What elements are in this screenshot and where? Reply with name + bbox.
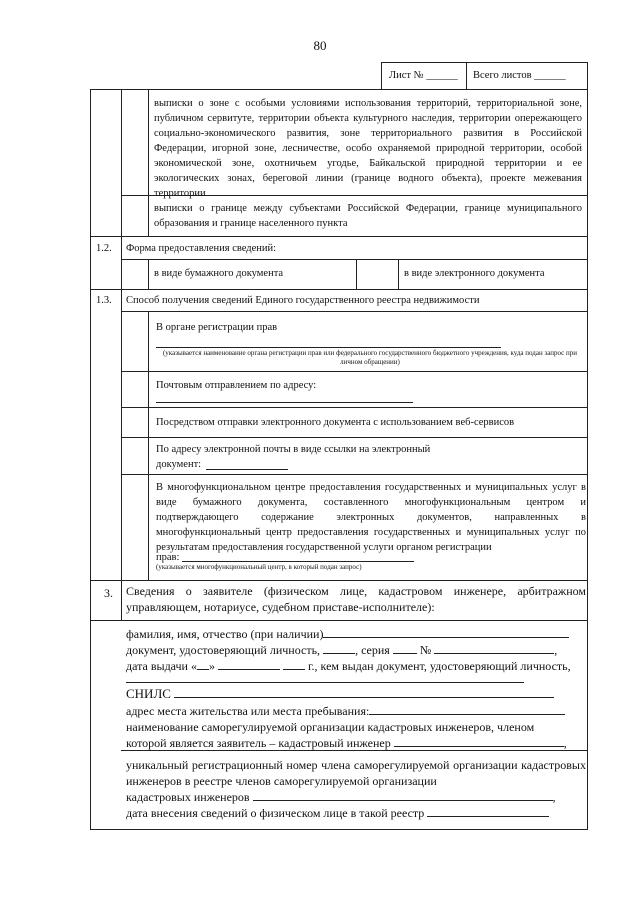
sro-member-row: которой является заявитель – кадастровый инженер , bbox=[126, 736, 567, 750]
paper-form-option[interactable]: в виде бумажного документа bbox=[154, 268, 284, 279]
unique-number-input[interactable] bbox=[253, 789, 553, 801]
reg-office-option[interactable]: В органе регистрации прав bbox=[156, 322, 278, 333]
border-extract-text: выписки о границе между субъектами Российской Федерации, границе муниципального образования и границе населенного пункта bbox=[154, 203, 582, 229]
fio-label: фамилия, имя, отчество (при наличии) bbox=[126, 627, 324, 641]
id-doc-row: документ, удостоверяющий личность, , серия № , bbox=[126, 643, 558, 657]
series-label: , серия bbox=[355, 643, 390, 657]
section-1-3-number: 1.3. bbox=[96, 295, 112, 306]
section-3-number: 3. bbox=[104, 586, 113, 600]
section-1-2-title: Форма предоставления сведений: bbox=[126, 243, 277, 254]
section-1-3-title: Способ получения сведений Единого государственного реестра недвижимости bbox=[126, 295, 480, 306]
issue-row bbox=[126, 658, 588, 674]
zones-extract-text: выписки о зоне с особыми условиями использования территорий, территориальной зоне, публичном сервитуте, территории объекта культурного наследия, территории опережающего социально-экономического развития, зоне территориального развития в Российской Федерации, игорной зоне, лесничестве, особо охраняемой природной территории, особой экономической зоне, охотничьем угодье, Байкальской природной территории и ее экологических зонах, береговой линии (границе водного объекта), проекте межевания территории bbox=[154, 98, 582, 199]
fio-input[interactable] bbox=[323, 626, 569, 638]
reg-date-label: дата внесения сведений о физическом лице в такой реестр bbox=[126, 806, 425, 820]
number-label: № bbox=[419, 643, 432, 657]
unique-number-label: уникальный регистрационный номер члена саморегулируемой организации кадастровых инженеров в реестре членов саморегулируемой организации bbox=[126, 758, 586, 788]
page-number: 80 bbox=[313, 38, 327, 53]
address-row bbox=[126, 703, 588, 719]
number-input[interactable] bbox=[434, 642, 554, 654]
section-1-2-number: 1.2. bbox=[96, 243, 112, 254]
fio-row bbox=[126, 626, 588, 642]
sro-input[interactable] bbox=[394, 735, 564, 747]
electronic-form-option[interactable]: в виде электронного документа bbox=[404, 268, 545, 279]
reg-office-note: (указывается наименование органа регистрации прав или федерального государственного бюджетного учреждения, куда подан запрос при личном обращении) bbox=[162, 349, 578, 366]
id-doc-input[interactable] bbox=[323, 642, 355, 654]
series-input[interactable] bbox=[393, 642, 417, 654]
snils-input[interactable] bbox=[174, 686, 554, 698]
snils-label: СНИЛС bbox=[126, 686, 171, 701]
email-doc-label: документ: bbox=[156, 459, 202, 470]
issued-by-label: г., кем выдан документ, удостоверяющий личность, bbox=[307, 659, 571, 673]
issue-year-input[interactable] bbox=[283, 658, 305, 670]
address-label: адрес места жительства или места пребывания: bbox=[126, 704, 370, 718]
mfc-prav-label: прав: bbox=[156, 552, 180, 563]
sro-label: наименование саморегулируемой организации кадастровых инженеров, членом bbox=[126, 720, 535, 734]
reg-date-row bbox=[126, 805, 588, 821]
unique-number-end: кадастровых инженеров bbox=[126, 790, 250, 804]
issue-date-mid: » bbox=[208, 659, 215, 673]
mfc-option[interactable]: В многофункциональном центре предоставления государственных и муниципальных услуг в виде бумажного документа, составленного многофункциональным центром и подтверждающего содержание электронных документов, направленных в многофункциональный центр предоставления государственных и муниципальных услуг по результатам предоставления государственной услуги органом регистрации bbox=[156, 482, 586, 553]
address-input[interactable] bbox=[369, 703, 565, 715]
id-doc-label: документ, удостоверяющий личность, bbox=[126, 643, 321, 657]
unique-number-row: кадастровых инженеров , bbox=[126, 790, 556, 804]
email-option[interactable]: По адресу электронной почты в виде ссылки на электронный bbox=[156, 444, 431, 455]
section-3-title: Сведения о заявителе (физическом лице, кадастровом инженере, арбитражном управляющем, нотариусе, судебном приставе-исполнителе): bbox=[126, 584, 586, 614]
mfc-note: (указывается многофункциональный центр, в который подан запрос) bbox=[156, 563, 362, 571]
issue-date-label: дата выдачи « bbox=[126, 659, 197, 673]
reg-date-input[interactable] bbox=[427, 805, 549, 817]
sheet-number-label: Лист № ______ bbox=[389, 70, 458, 81]
issue-month-input[interactable] bbox=[218, 658, 280, 670]
total-sheets-label: Всего листов ______ bbox=[473, 70, 566, 81]
web-services-option[interactable]: Посредством отправки электронного документа с использованием веб-сервисов bbox=[156, 417, 515, 428]
sro-member-label: которой является заявитель – кадастровый инженер bbox=[126, 736, 391, 750]
mail-option[interactable]: Почтовым отправлением по адресу: bbox=[156, 380, 317, 391]
issue-day-input[interactable] bbox=[197, 658, 209, 670]
snils-row bbox=[126, 686, 588, 702]
